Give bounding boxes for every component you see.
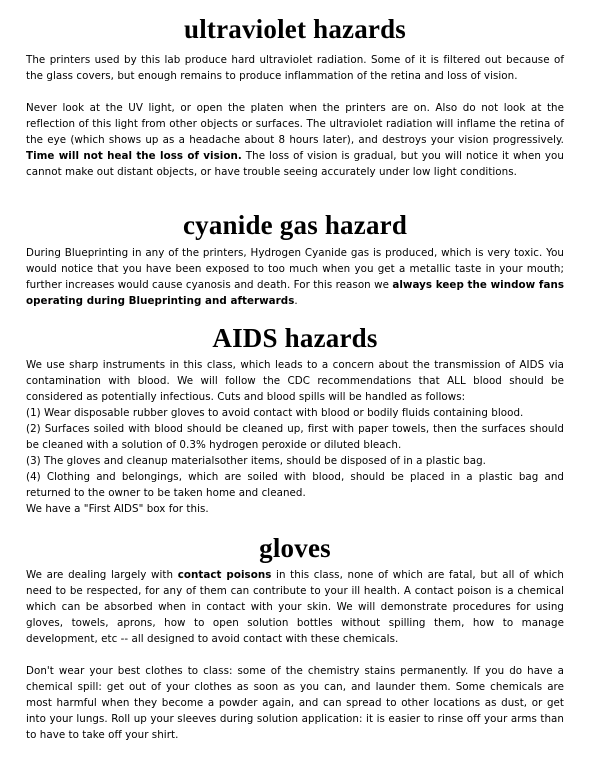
text-run: Never look at the UV light, or open the platen when the printers are on. Also do not look at the reflection of this light from other objects or surfaces. The ultraviolet radiation will inflame the retina of the eye (which shows up as a headache about 8 hours later), and destroys your vision progressively. xyxy=(26,102,564,146)
heading-gloves: gloves xyxy=(259,533,331,563)
text-run: (1) Wear disposable rubber gloves to avoid contact with blood or bodily fluids containing blood. xyxy=(26,407,524,419)
text-run: . xyxy=(294,295,298,307)
paragraph-aids-intro xyxy=(26,357,564,405)
paragraph-gloves-1 xyxy=(26,567,564,647)
text-run: We are dealing largely with xyxy=(26,569,178,581)
text-run: in this class, none of which are fatal, but all of which need to be respected, for any of them can contribute to your ill health. A contact poison is a chemical which can be absorbed when in contact with your skin. We will demonstrate procedures for using gloves, towels, aprons, how to open solution bottles without spilling them, how to manage development, etc -- all designed to avoid contact with these chemicals. xyxy=(26,569,564,645)
paragraph-aids-item-4 xyxy=(26,469,564,501)
paragraph-uv-2 xyxy=(26,100,564,180)
text-run: During Blueprinting in any of the printers, Hydrogen Cyanide gas is produced, which is very toxic. You would notice that you have been exposed to too much when you get a metallic taste in your mouth; further increases would cause cyanosis and death. For this reason we xyxy=(26,247,564,291)
paragraph-uv-1 xyxy=(26,52,564,84)
text-run: The loss of vision is gradual, but you will notice it when you cannot make out distant objects, or have trouble seeing accurately under low light conditions. xyxy=(26,150,564,178)
text-run: We have a "First AIDS" box for this. xyxy=(26,503,209,515)
heading-aids-hazards: AIDS hazards xyxy=(212,323,378,353)
bold-text: Time will not heal the loss of vision. xyxy=(26,150,242,162)
bold-text: contact poisons xyxy=(177,569,272,581)
bold-text: always keep the window fans operating during Blueprinting and afterwards xyxy=(26,279,565,307)
paragraph-aids-item-3 xyxy=(26,453,564,469)
text-run: (4) Clothing and belongings, which are soiled with blood, should be placed in a plastic bag and returned to the owner to be taken home and cleaned. xyxy=(26,471,564,499)
paragraph-gloves-2 xyxy=(26,663,564,743)
text-run: Don't wear your best clothes to class: some of the chemistry stains permanently. If you do have a chemical spill: get out of your clothes as soon as you can, and launder them. Some chemicals are most harmful when they become a powder again, and can spread to other locations as dust, or get into your lungs. Roll up your sleeves during solution application: it is easier to rinse off your arms than to have to take off your shirt. xyxy=(26,665,564,741)
text-run: We use sharp instruments in this class, which leads to a concern about the transmission of AIDS via contamination with blood. We will follow the CDC recommendations that ALL blood should be considered as potentially infectious. Cuts and blood spills will be handled as follows: xyxy=(26,359,564,403)
heading-ultraviolet-hazards: ultraviolet hazards xyxy=(183,14,407,44)
paragraph-cyanide xyxy=(26,245,564,309)
paragraph-aids-item-1 xyxy=(26,405,564,421)
text-run: (3) The gloves and cleanup materialsother items, should be disposed of in a plastic bag. xyxy=(26,455,486,467)
text-run: The printers used by this lab produce hard ultraviolet radiation. Some of it is filtered out because of the glass covers, but enough remains to produce inflammation of the retina and loss of vision. xyxy=(26,54,564,82)
paragraph-aids-item-2 xyxy=(26,421,564,453)
heading-cyanide-gas-hazard: cyanide gas hazard xyxy=(182,210,408,240)
paragraph-aids-note xyxy=(26,501,564,517)
text-run: (2) Surfaces soiled with blood should be cleaned up, first with paper towels, then the surfaces should be cleaned with a solution of 0.3% hydrogen peroxide or diluted bleach. xyxy=(26,423,564,451)
